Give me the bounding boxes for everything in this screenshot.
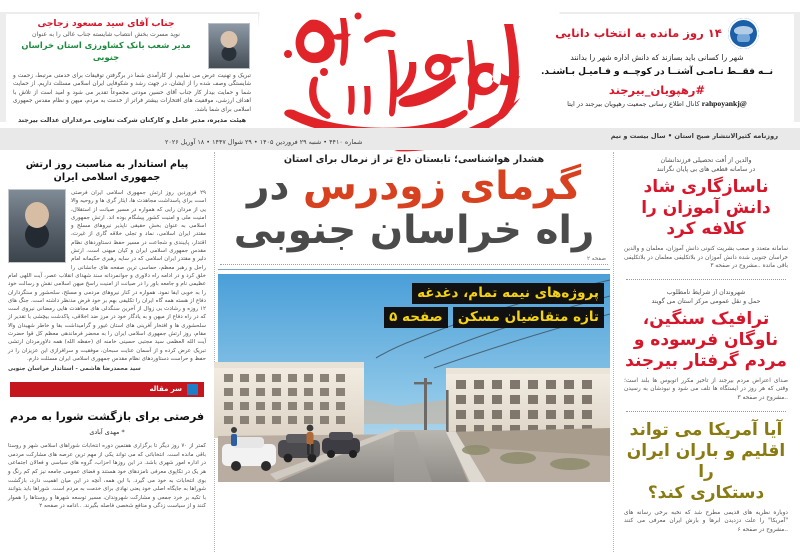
center-column — [216, 152, 612, 557]
main-headline-part-gray: در — [246, 164, 303, 209]
governor-portrait — [8, 189, 66, 263]
right-story-1-kicker: والدین از اُفت تحصیلی فرزندانشان در سامانه قطعی های بی پایان نگرانند — [656, 157, 756, 173]
governor-message-article[interactable] — [8, 156, 206, 372]
editorial-badge-bar — [10, 382, 204, 397]
photo-caption — [384, 282, 604, 328]
center-blue-rule — [218, 269, 610, 270]
right-story-3-body: دوباره نظریه های قدیمی مطرح شد که نخبه برخی رسانه های "آمریکا" را علت دزدیدن ابرها و بارش ایران معرفی می کنند ..مشروح در صفحه ۶ — [624, 509, 788, 533]
main-photo[interactable] — [218, 274, 610, 482]
right-story-1-body: سامانه متعدد و صعب بشریت کنونی دانش آموزان، معلمان و والدین خراسان جنوبی شده دانش آموزان در بلاتکلیفی معلمان در بلاتکلیفی باقی مانده ..مشروح در صفحه ۳ — [624, 246, 788, 270]
governor-message-signature: سید محمدرضا هاشمی - استاندار خراسان جنوبی — [8, 366, 141, 373]
right-separator-2 — [626, 411, 786, 412]
paper-logo — [258, 2, 558, 148]
right-story-3-headline: آیا آمریکا می تواند اقلیم و باران ایران را دستکاری کند؟ — [626, 419, 786, 503]
pedestrian-2 — [231, 427, 237, 446]
ad-right-line-1: شهر را کسانی باید بسازند که دانش اداره شهر را بدانند — [570, 53, 744, 62]
ad-left-subline: نوید مسرت بخش انتصاب شایسته جناب عالی را به عنوان — [32, 31, 180, 38]
editorial-author: * مهدی آبادی — [89, 428, 125, 437]
main-headline-line-2: راه خراسان جنوبی — [233, 208, 595, 253]
rahpoyan-logo-icon — [728, 18, 759, 49]
governor-message-body: ۲۹ فروردین روز ارتش جمهوری اسلامی ایران فرصتی است برای پاسداشت مجاهدت ها، ایثار گری ها و روحیه والا یی از مردان رایی که همواره در مسیر صیانت از استقلال، امنیت ملی و امنیت کشور پیشگام بوده اند. ارتش جمهوری اسلامی به عنوان بخش حقیقی ناپذیر نیروهای مسلح و مقتدر ایران اسلامی، نماد و تجلی خلاقه گاری از غیرت، اقتدار، پایبندی و شجاعت در مسیر حفظ دستاوردهای نظام مقدس جمهوری اسلامی ایران و کیان میهنی است. ارتش دلیر و مقتدر ایران اسلامی که در سایه رهبری حکیمانه امام راحل و رهبر معظم، حماسی ترین صفحه های جانشانی را خلق کرد و در ادامه راه دلاوری و جوانمردانه سند شهدای انقلاب عصر، آیت اللهی امام عظیمی نام و جامعه باور را در صیانت از امنیت راسخ میهن اسلامی نقش و رسالت خود را به خوبی ایفا نمود. همواره در کنار نیروهای مردمی و مسلح، سلحشور و سنگرداران دفاع از هسته همه گاه ایران را تکلیفی بهم بر خود فرض مدنظر داشته است. جنگ های ۱۲ روزه و رشادت بی زوال از آخرین سنگدلی های مجاهدت هایی رمضانی نیروی است که در راه دفاع از میهن و به یادگار خود در مرز ضد اخلاقی، پاکدشت بیچشی با تقدیر از سلحشوری ها و افتخار آفرینی های استان غیور و گرامیداشت بقا و خاطر شهیدان والا مقام، روز ارتش جمهوری اسلامی ایران را به محضر فرماندهی معظم کل قوا حضرت آیت الله العظمی سید مجتبی حسینی خامنه ای (حفظه الله) همه دلاورمردان ارتشی تبریک عرض کرده و از آسمان عنایت سبحان، موفقیت و سرافرازی این عزیزان را در حفظ و حراست دستاوردهای نظام مقدس جمهوری اسلامی ایران مسئلت دارم. — [8, 190, 206, 362]
center-dotted-rule — [220, 264, 608, 265]
governor-message-title: پیام استاندار به مناسبت روز ارتش جمهوری اسلامی ایران — [25, 159, 189, 183]
ad-left-signer-1: هیئت مدیره، مدیر عامل و کارکنان شرکت تعاونی مرغداران عدالت بیرجند — [17, 116, 247, 125]
editorial-article[interactable] — [8, 397, 206, 511]
right-story-2-kicker: شهروندان از شرایط نامطلوب حمل و نقل عمومی مرکز استان می گویند — [651, 288, 761, 305]
ad-right-hashtag[interactable]: #رهپویان_بیرجند — [608, 83, 706, 97]
main-story-page-ref: صفحه ۲ — [587, 256, 606, 262]
advertiser-portrait-photo — [208, 23, 250, 69]
editorial-badge-label: سر مقاله — [149, 385, 182, 394]
advertisement-left[interactable] — [6, 14, 258, 128]
right-story-1[interactable] — [620, 156, 792, 271]
editorial-square-icon — [187, 384, 198, 395]
paper-tagline: روزنامه کثیرالانتشار صبح استان • سال بیست و نیم — [610, 132, 778, 140]
ad-left-position: مدیر شعب بانک کشاورزی استان خراسان جنوبی — [21, 40, 191, 62]
photo-page-ref: صفحه ۵ — [384, 307, 448, 328]
masthead — [0, 0, 800, 150]
ad-right-handle[interactable]: @rahpoyankj — [701, 99, 747, 108]
editorial-title: فرصتی برای بازگشت شورا به مردم — [9, 410, 205, 424]
ad-right-headline: ۱۴ روز مانده به انتخاب دانایی — [555, 26, 722, 40]
left-column — [0, 152, 214, 557]
content-area — [0, 152, 800, 557]
ad-left-body: تبریک و تهنیت عرض می نماییم. از کارآمدی شما در برگرفتن توفیقات برای خدمتی مرتبط، زحمت و شایستگی وصف شده را از ایشان، در جهت رشد و شکوفایی ایران اسلامی مسئلت داریم. از حمایت شما و حمایت بیدار کار جناب آقای حسین مودتی مجموعاً تقدیر می شود و امید است از تلاش با اهداف ارزشی، موفقیت های افتخارات بیشتر فراتر از خدمت به مردم، میهن و نظام مقدس جمهوری اسلامی برای شما باشد. — [13, 73, 251, 113]
ad-right-channel: کانال اطلاع رسانی جمعیت رهپویان بیرجند در ایتا — [567, 100, 700, 108]
column-divider-left — [214, 152, 215, 552]
right-story-3[interactable] — [620, 420, 792, 535]
issue-date-line: شماره ۴۴۱۰ • شنبه ۲۹ فروردین ۱۴۰۵ • ۲۹ شوال ۱۴۴۷ • ۱۸ آوریل ۲۰۲۶ — [165, 138, 363, 146]
photo-caption-line-2: تازه متقاضیان مسکن — [453, 307, 604, 328]
right-story-1-headline: ناسازگاری شاد دانش آموزان را کلافه کرد — [641, 177, 771, 239]
paper-logo-calligraphy — [258, 2, 558, 148]
right-separator-1 — [626, 279, 786, 280]
main-story-kicker: هشدار هواشناسی؛ تابستان داغ تر از نرمال برای استان — [283, 154, 545, 165]
photo-caption-line-1: پروژه‌های نیمه تمام، دغدغه — [412, 283, 604, 304]
right-story-2-body: صدای اعتراض مردم بیرجند از تاخیر مکرر اتوبوس ها بلند است؛ وقتی که هر روز در ایستگاه ها تلف می شود و نبودشان به رسیدن ..مشروح در صفحه ۳ — [624, 377, 788, 401]
ad-left-greeting: جناب آقای سید مسعود زجاجی — [37, 18, 175, 29]
ad-right-line-2: نــه فقــط نـامـی آشنــا در کوچــه و فـامیـل بـاشنـد. — [540, 67, 774, 77]
editorial-body: کمتر از ۷۰ روز دیگر تا برگزاری هفتمین دوره انتخابات شوراهای اسلامی شهر و روستا باقی مانده است. انتخاباتی که می تواند یکی از مهم ترین عرصه های مشارکت مردمی در اداره امور شهری باشد. در این روزها احزاب، گروه های سیاسی و فعالان اجتماعی هر یک در تکاپوی معرفی نامزدهای خود هستند و فضای عمومی جامعه نیز کم کم رنگ و بوی انتخابات به خود می گیرد. با این همه، آنچه در این میان اهمیت دارد، بازگشت شوراها به جایگاه اصلی خود یعنی نهادی برای خدمت به مردم است. شوراها باید بتوانند با تکیه بر خرد جمعی و مشارکت شهروندان، مسیر توسعه شهرها و روستاها را هموار کنند و از سیاست زدگی و منافع شخصی فاصله بگیرند. ..ادامه در صفحه ۲ — [8, 443, 206, 510]
right-story-2-headline: ترافیک سنگین، ناوگان فرسوده و مردم گرفتار بیرجند — [625, 308, 787, 371]
main-headline-part-red: گرمای زودرس — [303, 164, 582, 209]
advertisement-right[interactable] — [520, 14, 794, 126]
right-story-2[interactable] — [620, 288, 792, 403]
right-column — [614, 152, 800, 557]
main-story-headline[interactable] — [216, 165, 612, 253]
